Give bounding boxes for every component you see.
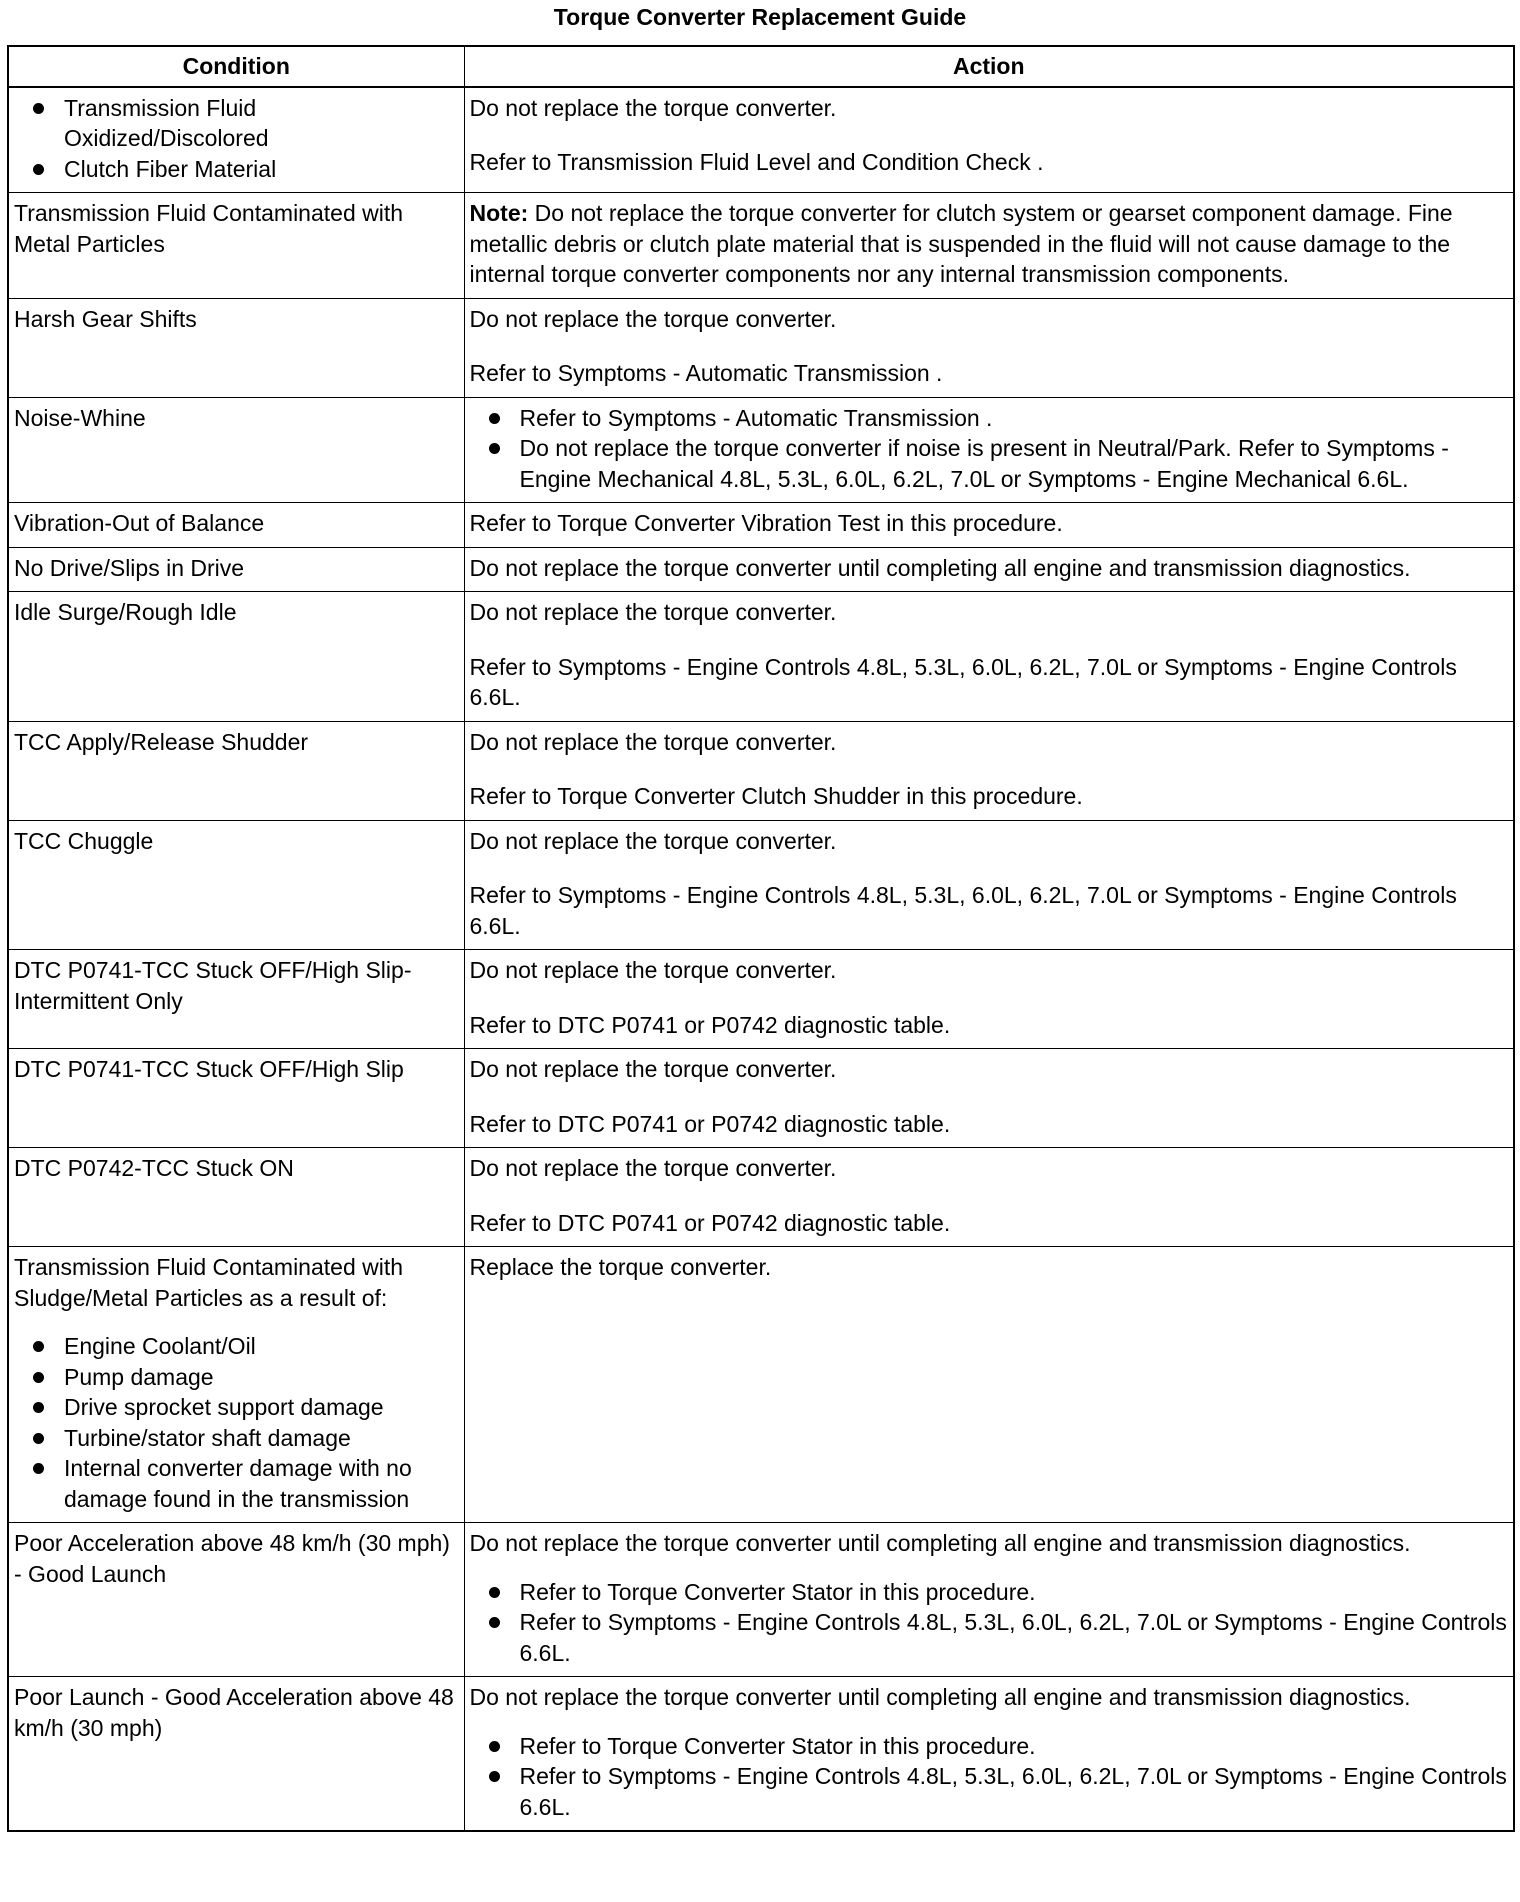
action-text: Refer to DTC P0741 or P0742 diagnostic table. (469, 1209, 951, 1236)
action-cell (464, 298, 1514, 397)
bullet-item: Do not replace the torque converter if noise is present in Neutral/Park. Refer to Symptoms - Engine Mechanical 4.8L, 5.3L, 6.0L, 6.2L, 7.0L or Symptoms - Engine Mechanical 6.6L. (470, 433, 1510, 494)
action-text: Do not replace the torque converter until completing all engine and transmission diagnostics. (469, 554, 1411, 581)
bullet-item: Transmission Fluid Oxidized/Discolored (14, 93, 460, 154)
action-text: Do not replace the torque converter. (469, 599, 837, 625)
action-text: Refer to Symptoms - Engine Controls 4.8L, 5.3L, 6.0L, 6.2L, 7.0L or Symptoms - Engine Controls 6.6L. (469, 653, 1457, 710)
action-cell (464, 193, 1514, 299)
bullet-item: Refer to Symptoms - Automatic Transmission . (470, 403, 1510, 434)
condition-cell (8, 547, 464, 592)
condition-text: Noise-Whine (14, 404, 146, 431)
table-row (8, 1049, 1514, 1148)
table-row (8, 1247, 1514, 1523)
bullet-item: Refer to Symptoms - Engine Controls 4.8L, 5.3L, 6.0L, 6.2L, 7.0L or Symptoms - Engine Controls 6.6L. (470, 1761, 1510, 1822)
action-text: Replace the torque converter. (469, 1254, 772, 1280)
bullet-item: Drive sprocket support damage (14, 1392, 460, 1423)
bullet-item: Pump damage (14, 1362, 460, 1393)
bullet-item: Refer to Symptoms - Engine Controls 4.8L, 5.3L, 6.0L, 6.2L, 7.0L or Symptoms - Engine Controls 6.6L. (470, 1607, 1510, 1668)
action-text: Do not replace the torque converter until completing all engine and transmission diagnostics. (469, 1530, 1411, 1556)
note-label: Note: (469, 200, 529, 226)
table-row (8, 592, 1514, 722)
condition-cell (8, 1247, 464, 1523)
table-body (8, 87, 1514, 1832)
action-text: Do not replace the torque converter. (469, 728, 837, 755)
action-text: Do not replace the torque converter. (469, 1056, 837, 1082)
action-text: Do not replace the torque converter until completing all engine and transmission diagnostics. (469, 1684, 1411, 1710)
action-text: Do not replace the torque converter. (469, 957, 837, 983)
action-cell (464, 547, 1514, 592)
action-text: Do not replace the torque converter. (469, 827, 837, 854)
condition-cell (8, 820, 464, 950)
bullet-item: Internal converter damage with no damage found in the transmission (14, 1453, 460, 1514)
table-row (8, 1148, 1514, 1247)
condition-text: Transmission Fluid Contaminated with Sludge/Metal Particles as a result of: (14, 1254, 404, 1311)
condition-text: TCC Apply/Release Shudder (14, 728, 309, 755)
table-row (8, 87, 1514, 193)
header-row (8, 46, 1514, 87)
action-text: Refer to Torque Converter Vibration Test in this procedure. (469, 510, 1063, 536)
column-header-condition: Condition (8, 46, 464, 87)
bullet-list (470, 1577, 1510, 1669)
table-row (8, 503, 1514, 548)
bullet-item: Refer to Torque Converter Stator in this procedure. (470, 1731, 1510, 1762)
table-row (8, 298, 1514, 397)
document-title: Torque Converter Replacement Guide (553, 4, 967, 30)
action-text: Do not replace the torque converter. (469, 305, 837, 332)
action-cell (464, 1523, 1514, 1677)
column-header-action: Action (464, 46, 1514, 87)
action-cell (464, 1677, 1514, 1832)
bullet-list (14, 1331, 460, 1514)
condition-text: DTC P0741-TCC Stuck OFF/High Slip (14, 1056, 404, 1082)
condition-text: Vibration-Out of Balance (14, 510, 265, 536)
action-cell (464, 1049, 1514, 1148)
action-cell (464, 950, 1514, 1049)
note-text: Do not replace the torque converter for clutch system or gearset component damage. Fine metallic debris or clutch plate material that is suspended in the fluid will not cause damage to the internal torque converter components nor any internal transmission components. (469, 200, 1453, 287)
table-row (8, 1523, 1514, 1677)
replacement-guide-table (7, 45, 1515, 1832)
action-text: Do not replace the torque converter. (469, 94, 837, 121)
condition-text: TCC Chuggle (14, 827, 154, 854)
condition-text: Idle Surge/Rough Idle (14, 599, 237, 625)
condition-text: DTC P0741-TCC Stuck OFF/High Slip-Intermittent Only (14, 957, 412, 1014)
condition-text: Harsh Gear Shifts (14, 305, 197, 332)
condition-cell (8, 87, 464, 193)
table-row (8, 721, 1514, 820)
condition-text: DTC P0742-TCC Stuck ON (14, 1155, 294, 1181)
condition-cell (8, 397, 464, 503)
action-text: Refer to Symptoms - Automatic Transmission . (469, 360, 943, 386)
condition-cell (8, 950, 464, 1049)
action-cell (464, 1148, 1514, 1247)
table-row (8, 547, 1514, 592)
table-row (8, 397, 1514, 503)
condition-text: No Drive/Slips in Drive (14, 554, 245, 581)
bullet-list (470, 1731, 1510, 1823)
action-cell (464, 87, 1514, 193)
action-text: Refer to Torque Converter Clutch Shudder in this procedure. (469, 783, 1083, 809)
bullet-list (14, 93, 460, 185)
action-cell (464, 397, 1514, 503)
action-text: Refer to DTC P0741 or P0742 diagnostic table. (469, 1011, 951, 1038)
note-paragraph (470, 198, 1510, 290)
condition-cell (8, 592, 464, 722)
condition-text: Poor Acceleration above 48 km/h (30 mph) - Good Launch (14, 1530, 450, 1587)
action-cell (464, 820, 1514, 950)
condition-cell (8, 1148, 464, 1247)
action-cell (464, 592, 1514, 722)
condition-cell (8, 1049, 464, 1148)
condition-cell (8, 1523, 464, 1677)
condition-cell (8, 193, 464, 299)
action-text: Do not replace the torque converter. (469, 1155, 837, 1181)
bullet-item: Turbine/stator shaft damage (14, 1423, 460, 1454)
table-row (8, 950, 1514, 1049)
action-text: Refer to Transmission Fluid Level and Condition Check . (469, 149, 1044, 175)
condition-text: Transmission Fluid Contaminated with Metal Particles (14, 200, 404, 257)
action-text: Refer to Symptoms - Engine Controls 4.8L, 5.3L, 6.0L, 6.2L, 7.0L or Symptoms - Engine Controls 6.6L. (469, 882, 1457, 939)
action-cell (464, 721, 1514, 820)
action-text: Refer to DTC P0741 or P0742 diagnostic table. (469, 1110, 951, 1137)
table-row (8, 1677, 1514, 1832)
action-cell (464, 1247, 1514, 1523)
bullet-item: Clutch Fiber Material (14, 154, 460, 185)
condition-cell (8, 503, 464, 548)
action-cell (464, 503, 1514, 548)
condition-cell (8, 1677, 464, 1832)
condition-cell (8, 721, 464, 820)
table-row (8, 193, 1514, 299)
table-row (8, 820, 1514, 950)
condition-cell (8, 298, 464, 397)
bullet-item: Engine Coolant/Oil (14, 1331, 460, 1362)
condition-text: Poor Launch - Good Acceleration above 48 km/h (30 mph) (14, 1684, 454, 1741)
bullet-item: Refer to Torque Converter Stator in this procedure. (470, 1577, 1510, 1608)
bullet-list (470, 403, 1510, 495)
